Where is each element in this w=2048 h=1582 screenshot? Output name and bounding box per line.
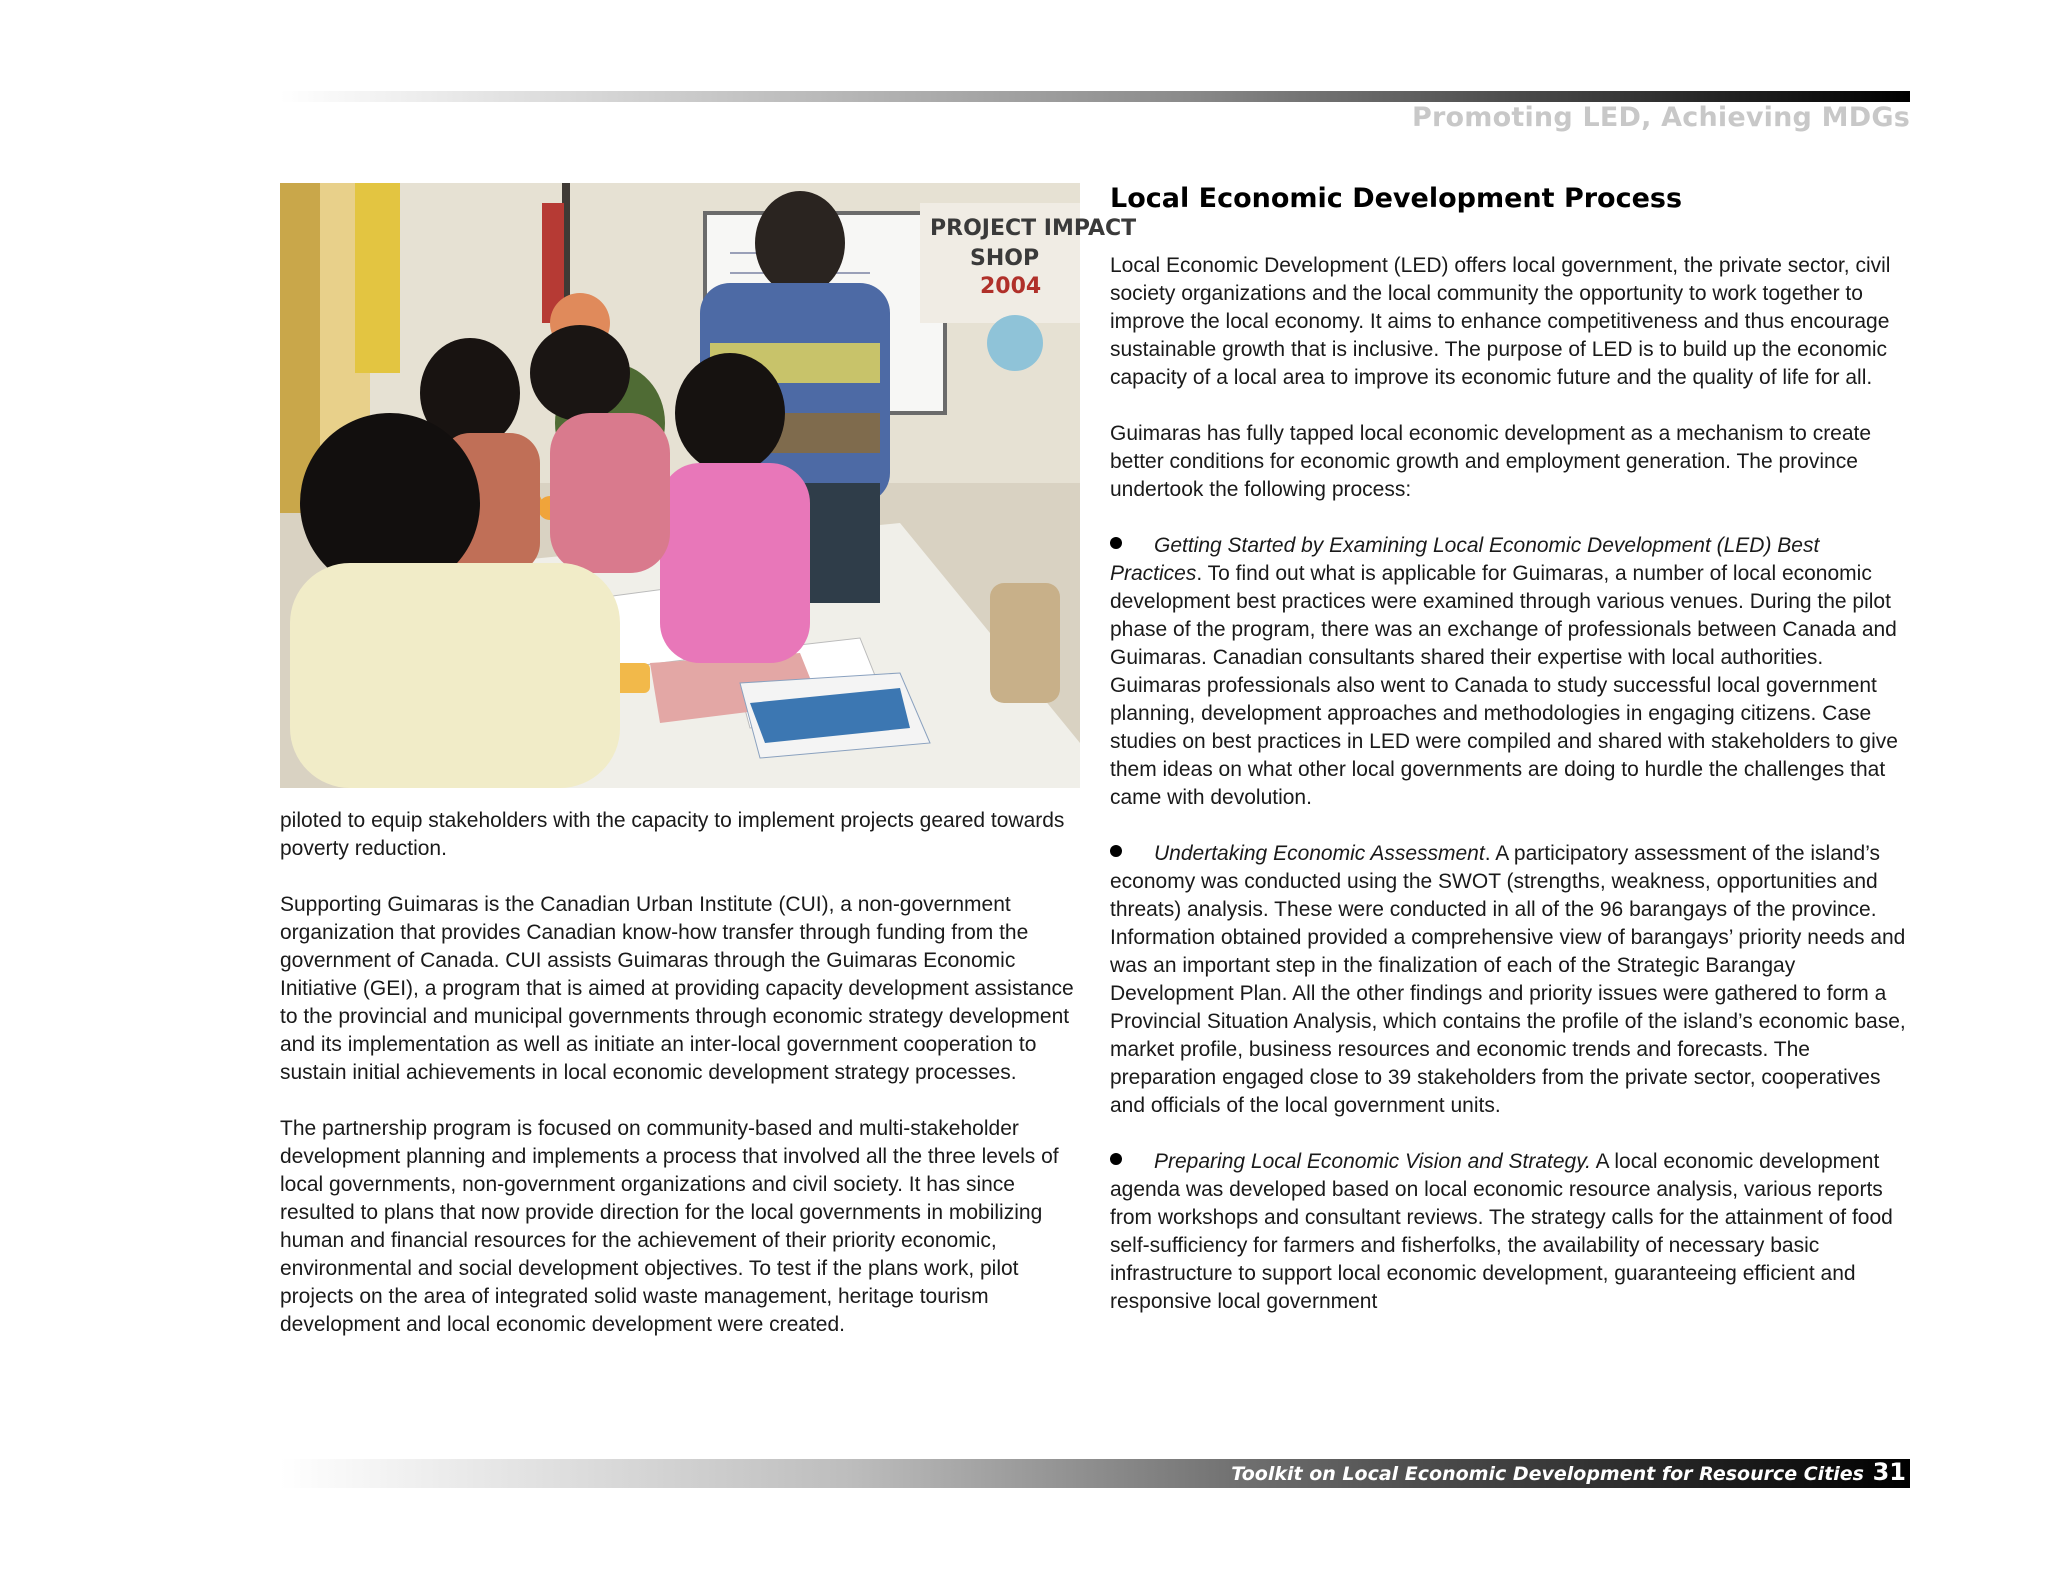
bullet-icon — [1110, 1153, 1122, 1165]
bullet-item-1 — [1110, 532, 1910, 812]
footer-title: Toolkit on Local Economic Development for Resource Cities — [1231, 1463, 1864, 1485]
workshop-photo — [280, 183, 1137, 788]
bullet-item-2 — [1110, 840, 1910, 1120]
left-paragraph-3: The partnership program is focused on community-based and multi-stakeholder development planning and implements a process that involved all the three levels of local governments, non-government organizations and civil society. It has since resulted to plans that now provide direction for the local governments in mobilizing human and financial resources for the achievement of their priority economic, environmental and social development objectives. To test if the plans work, pilot projects on the area of integrated solid waste management, heritage tourism development and local economic development were created. — [280, 1117, 1059, 1336]
right-column — [1110, 180, 1910, 1316]
bullet-body: . A participatory assessment of the island’s economy was conducted using the SWOT (strengths, weakness, opportunities and threats) analysis. These were conducted in all of the 96 barangays of the province. Information obtained provided a comprehensive view of barangays’ priority needs and was an important step in the finalization of each of the Strategic Barangay Development Plan. All the other findings and priority issues were gathered to form a Provincial Situation Analysis, which contains the profile of the island’s economic base, market profile, business resources and economic trends and forecasts. The preparation engaged close to 39 stakeholders from the private sector, cooperatives and officials of the local government units. — [1110, 842, 1906, 1117]
bullet-title: Undertaking Economic Assessment — [1154, 842, 1485, 865]
board-text-2: SHOP — [970, 246, 1040, 271]
intro-paragraph-1: Local Economic Development (LED) offers local government, the private sector, civil society organizations and the local community the opportunity to work together to improve the local economy. It aims to enhance competitiveness and thus encourage sustainable growth that is inclusive. The purpose of LED is to build up the economic capacity of a local area to improve its economic future and the quality of life for all. — [1110, 254, 1891, 389]
running-title: Promoting LED, Achieving MDGs — [1412, 102, 1910, 133]
intro-paragraph-2: Guimaras has fully tapped local economic development as a mechanism to create better conditions for economic growth and employment generation. The province undertook the following process: — [1110, 422, 1872, 501]
left-paragraph-1: piloted to equip stakeholders with the capacity to implement projects geared towards poverty reduction. — [280, 809, 1065, 860]
bullet-title: Preparing Local Economic Vision and Strategy. — [1154, 1150, 1591, 1173]
page-number: 31 — [1872, 1458, 1906, 1486]
board-text-1: PROJECT IMPACT — [930, 216, 1137, 241]
bullet-icon — [1110, 845, 1122, 857]
bullet-icon — [1110, 537, 1122, 549]
header-rule — [280, 91, 1910, 102]
footer-bar — [280, 1459, 1910, 1488]
left-paragraph-2: Supporting Guimaras is the Canadian Urban Institute (CUI), a non-government organization that provides Canadian know-how transfer through funding from the government of Canada. CUI assists Guimaras through the Guimaras Economic Initiative (GEI), a program that is aimed at providing capacity development assistance to the provincial and municipal governments through economic strategy development and its implementation as well as initiate an inter-local government cooperation to sustain initial achievements in local economic development strategy processes. — [280, 893, 1074, 1084]
bullet-title: Getting Started by Examining Local Economic Development (LED) Best Practices — [1110, 534, 1820, 585]
bullet-item-3 — [1110, 1148, 1910, 1316]
bullet-body: . To find out what is applicable for Guimaras, a number of local economic development best practices were examined through various venues. During the pilot phase of the program, there was an exchange of professionals between Canada and Guimaras. Canadian consultants shared their expertise with local authorities. Guimaras professionals also went to Canada to study successful local government planning, development approaches and methodologies in engaging citizens. Case studies on best practices in LED were compiled and shared with stakeholders to give them ideas on what other local governments are doing to hurdle the challenges that came with devolution. — [1110, 562, 1898, 809]
bullet-body: A local economic development agenda was developed based on local economic resource analysis, various reports from workshops and consultant reviews. The strategy calls for the attainment of food self-sufficiency for farmers and fisherfolks, the availability of necessary basic infrastructure to support local economic development, guaranteeing efficient and responsive local government — [1110, 1150, 1893, 1313]
section-title: Local Economic Development Process — [1110, 183, 1683, 214]
left-column — [280, 807, 1095, 1367]
board-text-3: 2004 — [980, 274, 1042, 299]
